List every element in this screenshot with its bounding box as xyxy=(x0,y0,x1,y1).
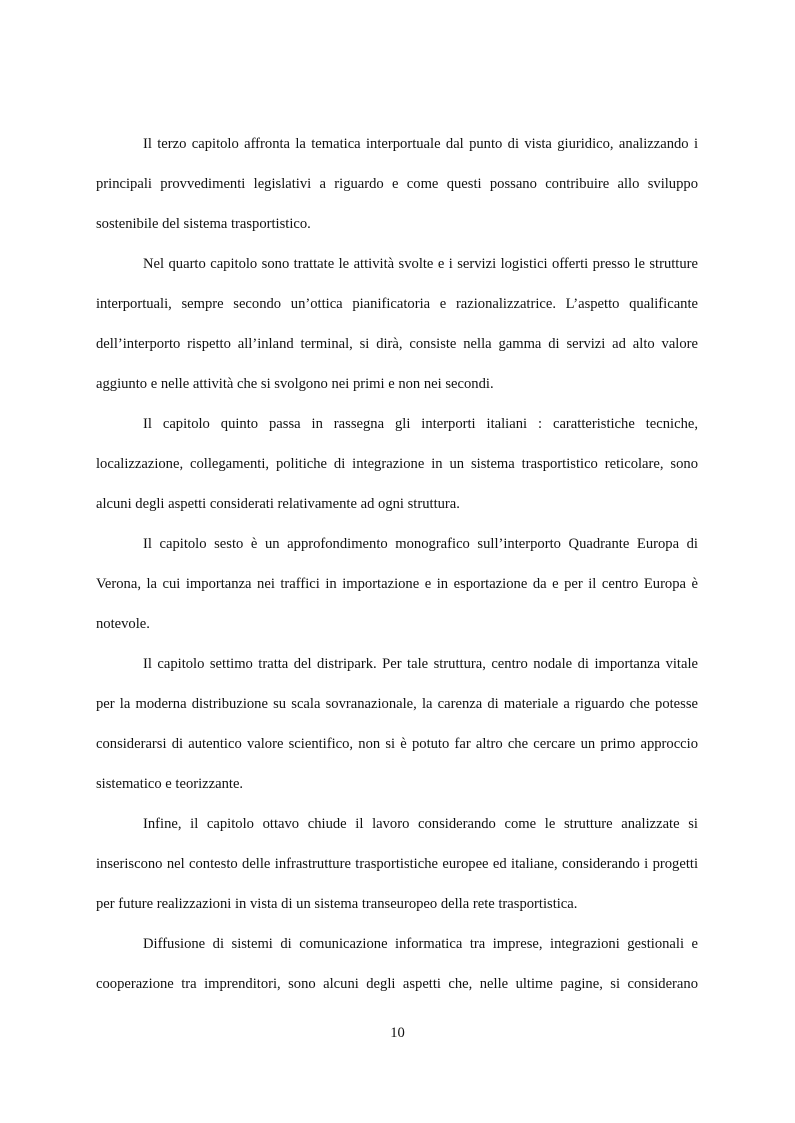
paragraph-7-line-2: cooperazione tra imprenditori, sono alcuni degli aspetti che, nelle ultime pagine, si considerano xyxy=(96,976,698,992)
paragraph-1-line-3: sostenibile del sistema trasportistico. xyxy=(96,216,311,232)
paragraph-6-line-2: inseriscono nel contesto delle infrastrutture trasportistiche europee ed italiane, considerando i progetti xyxy=(96,856,698,872)
paragraph-3-line-2: localizzazione, collegamenti, politiche di integrazione in un sistema trasportistico reticolare, sono xyxy=(96,456,698,472)
paragraph-7-line-1: Diffusione di sistemi di comunicazione informatica tra imprese, integrazioni gestionali e xyxy=(143,936,698,952)
page-number: 10 xyxy=(390,1025,405,1041)
paragraph-4-line-1: Il capitolo sesto è un approfondimento monografico sull’interporto Quadrante Europa di xyxy=(143,536,698,552)
paragraph-5-line-4: sistematico e teorizzante. xyxy=(96,776,244,792)
paragraph-1-line-1: Il terzo capitolo affronta la tematica interportuale dal punto di vista giuridico, analizzando i xyxy=(143,136,698,152)
paragraph-2-line-2: interportuali, sempre secondo un’ottica pianificatoria e razionalizzatrice. L’aspetto qualificante xyxy=(96,296,698,312)
paragraph-5-line-3: considerarsi di autentico valore scientifico, non si è potuto far altro che cercare un primo approccio xyxy=(96,736,698,752)
paragraph-3-line-1: Il capitolo quinto passa in rassegna gli interporti italiani : caratteristiche tecniche, xyxy=(143,416,698,432)
paragraph-3-line-3: alcuni degli aspetti considerati relativamente ad ogni struttura. xyxy=(96,496,460,512)
paragraph-1-line-2: principali provvedimenti legislativi a riguardo e come questi possano contribuire allo sviluppo xyxy=(96,176,698,192)
paragraph-4-line-2: Verona, la cui importanza nei traffici in importazione e in esportazione da e per il centro Europa è xyxy=(96,576,698,592)
paragraph-4-line-3: notevole. xyxy=(96,616,150,632)
paragraph-2-line-3: dell’interporto rispetto all’inland terminal, si dirà, consiste nella gamma di servizi ad alto valore xyxy=(96,336,698,352)
paragraph-5-line-1: Il capitolo settimo tratta del distripark. Per tale struttura, centro nodale di importanza vitale xyxy=(143,656,698,672)
paragraph-6-line-1: Infine, il capitolo ottavo chiude il lavoro considerando come le strutture analizzate si xyxy=(143,816,698,832)
paragraph-2-line-4: aggiunto e nelle attività che si svolgono nei primi e non nei secondi. xyxy=(96,376,494,392)
paragraph-5-line-2: per la moderna distribuzione su scala sovranazionale, la carenza di materiale a riguardo che potesse xyxy=(96,696,698,712)
paragraph-2-line-1: Nel quarto capitolo sono trattate le attività svolte e i servizi logistici offerti presso le strutture xyxy=(143,256,698,272)
paragraph-6-line-3: per future realizzazioni in vista di un sistema transeuropeo della rete trasportistica. xyxy=(96,896,578,912)
